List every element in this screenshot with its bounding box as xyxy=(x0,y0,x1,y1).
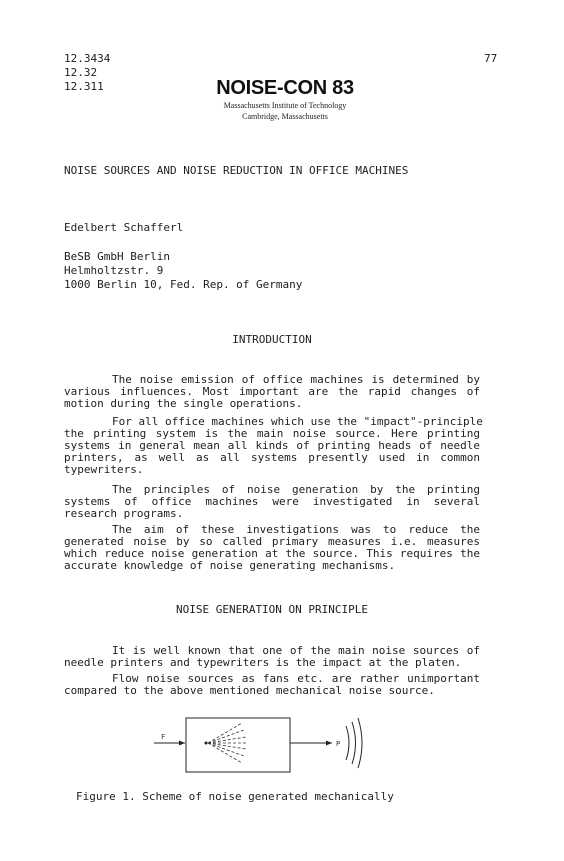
input-arrow-head xyxy=(179,741,185,746)
text-line: the printing system is the main noise source. Here printing xyxy=(64,427,480,440)
paragraph xyxy=(64,524,480,572)
text-line: accurate knowledge of noise generating mechanisms. xyxy=(64,559,396,572)
text-line: The noise emission of office machines is determined by xyxy=(112,373,480,386)
conference-header xyxy=(150,76,420,122)
text-line: Flow noise sources as fans etc. are rather unimportant xyxy=(112,672,480,685)
label-p: P xyxy=(336,740,341,748)
page-number: 77 xyxy=(484,52,498,65)
paragraph xyxy=(64,673,480,697)
section-heading-noise-generation: NOISE GENERATION ON PRINCIPLE xyxy=(175,603,369,616)
text-line: The aim of these investigations was to reduce the xyxy=(112,523,480,536)
author-name: Edelbert Schafferl xyxy=(64,221,184,234)
wave-lines xyxy=(208,723,248,763)
text-line: compared to the above mentioned mechanical noise source. xyxy=(64,684,435,697)
code-line: 12.3434 xyxy=(64,52,111,65)
affiliation-line: Helmholtzstr. 9 xyxy=(64,264,164,277)
text-line: typewriters. xyxy=(64,463,144,476)
text-line: printers, as well as all systems presently used in common xyxy=(64,451,480,464)
figure-caption: Figure 1. Scheme of noise generated mechanically xyxy=(76,790,394,803)
text-line: For all office machines which use the "impact"-principle xyxy=(112,415,483,428)
text-line: various influences. Most important are the rapid changes of xyxy=(64,385,480,398)
text-line: It is well known that one of the main noise sources of xyxy=(112,644,480,657)
conference-location: Cambridge, Massachusetts xyxy=(242,112,328,121)
code-line: 12.311 xyxy=(64,80,104,93)
code-line: 12.32 xyxy=(64,66,98,79)
section-heading-introduction: INTRODUCTION xyxy=(232,333,312,346)
output-arrow-head xyxy=(326,741,332,746)
paragraph xyxy=(64,484,480,520)
text-line: needle printers and typewriters is the impact at the platen. xyxy=(64,656,462,669)
source-point xyxy=(205,742,208,745)
machine-box xyxy=(186,718,290,772)
conference-institution: Massachusetts Institute of Technology xyxy=(223,101,347,110)
label-f: F xyxy=(161,733,166,741)
text-line: motion during the single operations. xyxy=(64,397,303,410)
classification-codes xyxy=(64,52,110,94)
paragraph xyxy=(64,645,480,669)
text-line: which reduce noise generation at the source. This requires the xyxy=(64,547,480,560)
text-line: generated noise by so called primary measures i.e. measures xyxy=(64,535,480,548)
text-line: The principles of noise generation by the printing xyxy=(112,483,480,496)
figure-1-diagram xyxy=(140,706,380,786)
text-line: systems of office machines were investigated in several xyxy=(64,495,480,508)
paragraph xyxy=(64,415,483,476)
text-line: research programs. xyxy=(64,507,184,520)
paper-title: NOISE SOURCES AND NOISE REDUCTION IN OFFICE MACHINES xyxy=(64,164,409,177)
paragraph xyxy=(64,374,480,410)
text-line: systems in general mean all kinds of printing heads of needle xyxy=(64,439,480,452)
affiliation-line: BeSB GmbH Berlin xyxy=(64,250,170,263)
affiliation-line: 1000 Berlin 10, Fed. Rep. of Germany xyxy=(64,278,303,291)
sound-arcs xyxy=(346,718,362,768)
conference-title: NOISE-CON 83 xyxy=(216,77,354,99)
